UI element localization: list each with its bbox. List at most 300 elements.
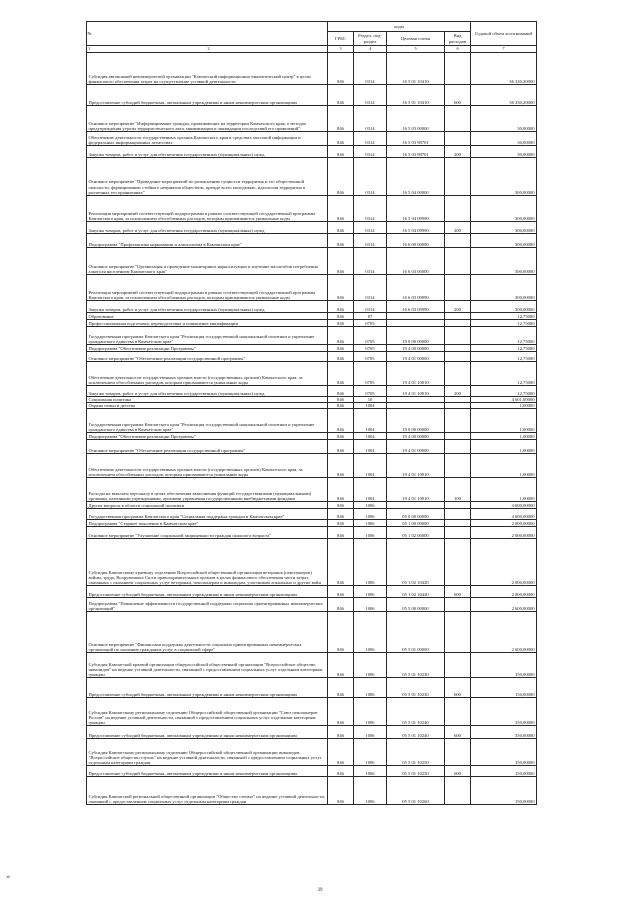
row-amount: 350,00000 — [471, 726, 537, 739]
row-target-article: 19 4 01 00000 — [387, 352, 445, 362]
row-name: Предоставление субсидий бюджетным, автономным учреждениям и иным некоммерческим организациям — [87, 678, 328, 698]
row-expense-type — [445, 409, 471, 433]
row-section: 1006 — [354, 612, 387, 653]
row-name: Предоставление субсидий бюджетным, автономным учреждениям и иным некоммерческим организациям — [87, 726, 328, 739]
row-target-article: 05 5 01 10250 — [387, 739, 445, 766]
row-section: 0314 — [354, 132, 387, 146]
row-name: Социальная политика — [87, 397, 328, 403]
row-amount: 12,75000 — [471, 327, 537, 345]
row-amount: 1,00000 — [471, 403, 537, 409]
row-amount: 12,75000 — [471, 386, 537, 397]
row-name: Реализация мероприятий соответствующей подпрограммы в рамках соответствующей государственной программы Камчатского края, за исключением обособленных расходов, которым присваиваются уникальные коды — [87, 196, 328, 222]
row-expense-type — [445, 275, 471, 301]
row-section: 0314 — [354, 222, 387, 234]
row-amount: 300,00000 — [471, 234, 537, 248]
row-expense-type — [445, 132, 471, 146]
table-row — [87, 777, 537, 805]
scan-mark: » — [6, 873, 11, 881]
row-grbs: 846 — [328, 478, 354, 502]
row-expense-type — [445, 520, 471, 527]
row-section: 0314 — [354, 85, 387, 106]
row-grbs: 846 — [328, 234, 354, 248]
row-expense-type — [445, 352, 471, 362]
row-amount: 300,00000 — [471, 196, 537, 222]
row-target-article: 19 4 01 10010 — [387, 478, 445, 502]
row-name: Государственная программа Камчатского края "Реализация государственной национальной политики и укрепление гражданского единства в Камчатском крае" — [87, 327, 328, 345]
row-target-article: 05 5 01 10230 — [387, 653, 445, 678]
row-section: 0705 — [354, 362, 387, 386]
row-expense-type — [445, 345, 471, 352]
row-target-article: 16 6 03 09990 — [387, 301, 445, 313]
table-row — [87, 698, 537, 726]
row-expense-type — [445, 53, 471, 85]
table-row — [87, 313, 537, 320]
row-expense-type — [445, 362, 471, 386]
table-row — [87, 85, 537, 106]
row-expense-type — [445, 248, 471, 275]
row-target-article: 05 5 00 00000 — [387, 598, 445, 612]
row-target-article: 05 5 01 10240 — [387, 726, 445, 739]
row-grbs: 846 — [328, 362, 354, 386]
row-grbs: 846 — [328, 327, 354, 345]
row-amount: 36 330,20000 — [471, 53, 537, 85]
table-row — [87, 502, 537, 509]
row-name: Предоставление субсидий бюджетным, автономным учреждениям и иным некоммерческим организациям — [87, 586, 328, 598]
table-row — [87, 678, 537, 698]
table-row — [87, 509, 537, 520]
row-section: 1004 — [354, 440, 387, 454]
row-expense-type — [445, 454, 471, 478]
row-section: 1006 — [354, 726, 387, 739]
row-section: 1006 — [354, 678, 387, 698]
row-section: 0705 — [354, 345, 387, 352]
row-grbs: 846 — [328, 502, 354, 509]
row-grbs: 846 — [328, 509, 354, 520]
row-section: 0314 — [354, 275, 387, 301]
row-name: Обеспечение деятельности государственных органов власти (государственных органов) Камчатского края, за исключением обособленных расходов, которым присваиваются уникальные коды — [87, 454, 328, 478]
row-name: Субсидия Камчатской краевой организации общероссийской общественной организации "Всероссийское общество инвалидов" на ведение уставной деятельности, связанной с предоставлением социальных услуг отдельным категориям граждан — [87, 653, 328, 678]
row-section: 0314 — [354, 234, 387, 248]
header-index — [87, 46, 328, 53]
row-grbs: 846 — [328, 158, 354, 196]
row-expense-type — [445, 777, 471, 805]
table-row — [87, 320, 537, 327]
table-row — [87, 440, 537, 454]
row-target-article — [387, 502, 445, 509]
row-target-article: 16 5 03 98701 — [387, 132, 445, 146]
row-section: 0705 — [354, 352, 387, 362]
row-expense-type: 200 — [445, 301, 471, 313]
row-grbs: 846 — [328, 222, 354, 234]
row-grbs: 846 — [328, 106, 354, 132]
row-name: Расходы на выплаты персоналу в целях обеспечения выполнения функций государственными (муниципальными) органами, казенными учреждениями, органами управления государственными внебюджетными фондами — [87, 478, 328, 502]
row-target-article: 05 1 02 00000 — [387, 527, 445, 539]
row-target-article: 05 5 01 10240 — [387, 698, 445, 726]
header-rz: Раздел, под-раздел — [354, 32, 387, 46]
row-name: Субсидия Камчатскому краевому отделению Всероссийской общественной организации ветеранов (пенсионеров) войны, труда, Вооруженных Сил и правоохранительных органов в целях финансового обеспечения части затрат, связанных с оказанием социальных услуг ветеранам, пенсионерам и инвалидам, участникам локальных и других войн — [87, 539, 328, 586]
row-name: Основное мероприятие "Проведение мероприятий по разъяснению сущности терроризма и его общественной опасности, формированию стойкого неприятия обществом, прежде всего молодежью, идеологии терроризма в различных его проявлениях" — [87, 158, 328, 196]
table-row — [87, 454, 537, 478]
row-name: Предоставление субсидий бюджетным, автономным учреждениям и иным некоммерческим организациям — [87, 85, 328, 106]
row-name: Подпрограмма "Обеспечение реализации Программы" — [87, 433, 328, 440]
row-expense-type — [445, 698, 471, 726]
row-name: Субсидия Камчатскому региональному отделению Общероссийской общественной организации инвалидов "Всероссийское общество глухих" на ведение уставной деятельности, связанной с предоставлением социальных услуг отдельным категориям граждан — [87, 739, 328, 766]
row-expense-type — [445, 313, 471, 320]
row-section: 0314 — [354, 53, 387, 85]
row-target-article: 16 5 04 09990 — [387, 222, 445, 234]
header-index-2: 2 — [207, 46, 210, 52]
row-name: Субсидия Камчатскому региональному отделению Общероссийской общественной организации "Союз пенсионеров России" на ведение уставной деятельности, связанной с предоставлением социальных услуг отдельным категориям граждан — [87, 698, 328, 726]
row-target-article: 19 4 01 10010 — [387, 454, 445, 478]
row-expense-type — [445, 440, 471, 454]
row-expense-type: 600 — [445, 586, 471, 598]
row-amount: 150,00000 — [471, 678, 537, 698]
row-amount: 150,00000 — [471, 777, 537, 805]
row-target-article: 19 4 00 00000 — [387, 433, 445, 440]
row-section: 0314 — [354, 196, 387, 222]
header-index-6: 6 — [445, 46, 471, 53]
row-section: 1006 — [354, 527, 387, 539]
row-target-article: 16 5 04 00000 — [387, 158, 445, 196]
row-amount: 2 000,00000 — [471, 586, 537, 598]
row-name: Закупка товаров, работ и услуг для обеспечения государственных (муниципальных) нужд — [87, 146, 328, 158]
row-amount: 12,75000 — [471, 313, 537, 320]
header-num: № — [87, 30, 92, 36]
row-section: 1006 — [354, 520, 387, 527]
row-amount: 2 000,00000 — [471, 520, 537, 527]
header-codes: коды — [328, 22, 471, 32]
row-target-article — [387, 320, 445, 327]
row-expense-type: 200 — [445, 222, 471, 234]
row-amount: 150,00000 — [471, 739, 537, 766]
header-index-3: 3 — [328, 46, 354, 53]
row-expense-type — [445, 327, 471, 345]
row-grbs: 846 — [328, 698, 354, 726]
row-section: 0314 — [354, 106, 387, 132]
table-row — [87, 158, 537, 196]
row-grbs: 846 — [328, 248, 354, 275]
row-target-article: 05 5 01 00000 — [387, 612, 445, 653]
table-row — [87, 345, 537, 352]
row-name: Предоставление субсидий бюджетным, автономным учреждениям и иным некоммерческим организациям — [87, 766, 328, 777]
row-grbs: 846 — [328, 539, 354, 586]
row-target-article: 19 0 00 00000 — [387, 409, 445, 433]
table-row — [87, 106, 537, 132]
row-section: 0314 — [354, 248, 387, 275]
row-amount: 2 000,00000 — [471, 527, 537, 539]
row-section: 0705 — [354, 320, 387, 327]
row-name: Подпрограмма "Профилактика наркомании и алкоголизма в Камчатском крае" — [87, 234, 328, 248]
table-row — [87, 386, 537, 397]
row-amount: 300,00000 — [471, 275, 537, 301]
row-target-article — [387, 313, 445, 320]
row-target-article: 05 1 00 00000 — [387, 520, 445, 527]
row-grbs: 846 — [328, 146, 354, 158]
row-grbs: 846 — [328, 409, 354, 433]
row-grbs: 846 — [328, 739, 354, 766]
table-row — [87, 527, 537, 539]
row-name: Основное мероприятие "Организация и проведение мониторинга наркоситуации и изучение масштабов потребления алкоголя населением Камчатского края" — [87, 248, 328, 275]
header-grbs: ГРБС — [328, 32, 354, 46]
row-amount: 36 330,20000 — [471, 85, 537, 106]
row-name: Подпрограмма "Старшее поколение в Камчатском крае" — [87, 520, 328, 527]
row-name: Закупка товаров, работ и услуг для обеспечения государственных (муниципальных) нужд — [87, 386, 328, 397]
row-name: Основное мероприятие "Информирование граждан, проживающих на территории Камчатского края, о методах предупреждения угрозы террористического акта, минимизации и ликвидации последствий его проявлений" — [87, 106, 328, 132]
table-row — [87, 53, 537, 85]
row-name: Образование — [87, 313, 328, 320]
table-row — [87, 653, 537, 678]
row-section: 1006 — [354, 586, 387, 598]
table-row — [87, 362, 537, 386]
row-amount: 4 600,00000 — [471, 502, 537, 509]
row-name: Другие вопросы в области социальной политики — [87, 502, 328, 509]
row-grbs: 846 — [328, 403, 354, 409]
header-index-4: 4 — [354, 46, 387, 53]
table-header — [87, 22, 537, 53]
table-row — [87, 612, 537, 653]
row-name: Основное мероприятие "Финансовая поддержка деятельности социально ориентированных некоммерческих организаций по оказанию гражданам услуг в социальной сфере" — [87, 612, 328, 653]
row-grbs: 846 — [328, 678, 354, 698]
table-row — [87, 234, 537, 248]
table-row — [87, 598, 537, 612]
row-expense-type — [445, 433, 471, 440]
row-grbs: 846 — [328, 301, 354, 313]
row-target-article: 19 4 00 00000 — [387, 345, 445, 352]
row-grbs: 846 — [328, 766, 354, 777]
row-target-article: 16 5 01 10410 — [387, 53, 445, 85]
row-grbs: 846 — [328, 726, 354, 739]
row-target-article: 16 5 03 00000 — [387, 106, 445, 132]
row-expense-type: 600 — [445, 678, 471, 698]
row-section: 1004 — [354, 454, 387, 478]
row-target-article: 19 4 01 10010 — [387, 362, 445, 386]
table-row — [87, 539, 537, 586]
row-name: Закупка товаров, работ и услуг для обеспечения государственных (муниципальных) нужд — [87, 222, 328, 234]
row-grbs: 846 — [328, 527, 354, 539]
row-expense-type: 600 — [445, 766, 471, 777]
row-target-article: 16 5 01 10410 — [387, 85, 445, 106]
table-row — [87, 478, 537, 502]
row-grbs: 846 — [328, 397, 354, 403]
budget-table — [86, 21, 537, 805]
row-expense-type: 600 — [445, 85, 471, 106]
row-amount: 1,00000 — [471, 409, 537, 433]
row-grbs: 846 — [328, 53, 354, 85]
row-amount: 30,00000 — [471, 106, 537, 132]
row-target-article: 05 1 02 10420 — [387, 539, 445, 586]
row-section: 1006 — [354, 539, 387, 586]
row-grbs: 846 — [328, 313, 354, 320]
row-grbs: 846 — [328, 345, 354, 352]
row-expense-type: 200 — [445, 146, 471, 158]
row-section: 1004 — [354, 478, 387, 502]
row-section: 0314 — [354, 146, 387, 158]
table-row — [87, 301, 537, 313]
row-amount: 2 600,00000 — [471, 612, 537, 653]
header-sum: Годовой объем ассигнований — [471, 22, 537, 46]
row-grbs: 846 — [328, 196, 354, 222]
row-name: Подпрограмма "Повышение эффективности государственной поддержки социально ориентированных некоммерческих организаций" — [87, 598, 328, 612]
row-target-article: 05 1 02 10420 — [387, 586, 445, 598]
row-amount: 4 601,00000 — [471, 397, 537, 403]
table-row — [87, 433, 537, 440]
row-amount: 150,00000 — [471, 653, 537, 678]
row-name: Профессиональная подготовка, переподготовка и повышение квалификации — [87, 320, 328, 327]
row-name: Основное мероприятие "Обеспечение реализации государственной программы" — [87, 352, 328, 362]
row-expense-type — [445, 598, 471, 612]
table-row — [87, 222, 537, 234]
row-name: Реализация мероприятий соответствующей подпрограммы в рамках соответствующей государственной программы Камчатского края, за исключением обособленных расходов, которым присваиваются уникальные коды — [87, 275, 328, 301]
row-target-article: 05 0 00 00000 — [387, 509, 445, 520]
row-amount: 30,00000 — [471, 132, 537, 146]
row-grbs: 846 — [328, 85, 354, 106]
row-expense-type — [445, 612, 471, 653]
row-expense-type — [445, 739, 471, 766]
row-amount: 4 600,00000 — [471, 509, 537, 520]
row-grbs: 846 — [328, 520, 354, 527]
row-target-article: 05 5 01 10230 — [387, 678, 445, 698]
row-amount: 300,00000 — [471, 301, 537, 313]
row-grbs: 846 — [328, 598, 354, 612]
row-section: 1006 — [354, 598, 387, 612]
row-grbs: 846 — [328, 586, 354, 598]
row-grbs: 846 — [328, 386, 354, 397]
row-grbs: 846 — [328, 433, 354, 440]
row-amount: 30,00000 — [471, 146, 537, 158]
row-name: Основное мероприятие "Обеспечение реализации государственной программы" — [87, 440, 328, 454]
row-amount: 300,00000 — [471, 222, 537, 234]
row-expense-type — [445, 234, 471, 248]
row-target-article: 16 5 03 98701 — [387, 146, 445, 158]
row-amount: 350,00000 — [471, 698, 537, 726]
row-section: 1006 — [354, 509, 387, 520]
table-row — [87, 327, 537, 345]
row-expense-type: 200 — [445, 386, 471, 397]
table-row — [87, 409, 537, 433]
table-row — [87, 766, 537, 777]
row-section: 1004 — [354, 409, 387, 433]
row-expense-type — [445, 196, 471, 222]
row-expense-type — [445, 527, 471, 539]
row-section: 0705 — [354, 386, 387, 397]
header-index-5: 5 — [387, 46, 445, 53]
row-amount: 12,75000 — [471, 320, 537, 327]
header-index-7: 7 — [471, 46, 537, 53]
table-row — [87, 132, 537, 146]
row-expense-type: 100 — [445, 478, 471, 502]
row-expense-type — [445, 539, 471, 586]
header-cs: Целевая статья — [387, 32, 445, 46]
row-name: Обеспечение деятельности государственных органов Камчатского края в средствах массовой информации и федеральных информационных агентствах — [87, 132, 328, 146]
row-target-article: 16 5 04 09990 — [387, 196, 445, 222]
row-grbs: 846 — [328, 612, 354, 653]
row-amount: 150,00000 — [471, 766, 537, 777]
table-row — [87, 146, 537, 158]
row-target-article: 19 4 01 00000 — [387, 440, 445, 454]
row-name: Государственная программа Камчатского края "Реализация государственной национальной политики и укрепление гражданского единства в Камчатском крае" — [87, 409, 328, 433]
row-section: 1006 — [354, 698, 387, 726]
row-expense-type — [445, 509, 471, 520]
row-expense-type — [445, 502, 471, 509]
row-target-article: 16 6 00 00000 — [387, 234, 445, 248]
table-row — [87, 726, 537, 739]
row-grbs: 846 — [328, 454, 354, 478]
row-name: Закупка товаров, работ и услуг для обеспечения государственных (муниципальных) нужд — [87, 301, 328, 313]
row-amount: 12,75000 — [471, 352, 537, 362]
table-row — [87, 739, 537, 766]
row-amount: 1,00000 — [471, 454, 537, 478]
row-grbs: 846 — [328, 777, 354, 805]
page-number: 39 — [317, 888, 323, 893]
header-name-cell — [87, 22, 328, 46]
row-amount: 1,00000 — [471, 433, 537, 440]
row-grbs: 846 — [328, 132, 354, 146]
row-grbs: 846 — [328, 352, 354, 362]
row-amount: 2 600,00000 — [471, 598, 537, 612]
row-section: 1006 — [354, 739, 387, 766]
row-name: Основное мероприятие "Улучшение социальной защищенности граждан пожилого возраста" — [87, 527, 328, 539]
row-expense-type — [445, 653, 471, 678]
row-target-article: 19 0 00 00000 — [387, 327, 445, 345]
row-amount: 2 000,00000 — [471, 539, 537, 586]
row-amount: 1,00000 — [471, 478, 537, 502]
row-section: 0314 — [354, 301, 387, 313]
row-grbs: 846 — [328, 320, 354, 327]
row-name: Обеспечение деятельности государственных органов власти (государственных органов) Камчатского края, за исключением обособленных расходов, которым присваиваются уникальные коды — [87, 362, 328, 386]
row-section: 1006 — [354, 777, 387, 805]
row-section: 0705 — [354, 327, 387, 345]
table-body — [87, 53, 537, 805]
row-target-article: 05 5 01 10260 — [387, 777, 445, 805]
table-row — [87, 196, 537, 222]
row-amount: 12,75000 — [471, 362, 537, 386]
row-section: 1006 — [354, 502, 387, 509]
row-section: 0314 — [354, 158, 387, 196]
row-amount: 300,00000 — [471, 158, 537, 196]
row-amount: 12,75000 — [471, 345, 537, 352]
row-name: Субсидия Камчатской региональной общественной организации "Общество слепых" на ведение уставной деятельности, связанной с предоставлением социальных услуг отдельным категориям граждан — [87, 777, 328, 805]
row-expense-type — [445, 106, 471, 132]
row-name: Подпрограмма "Обеспечение реализации Программы" — [87, 345, 328, 352]
row-expense-type: 600 — [445, 726, 471, 739]
row-grbs: 846 — [328, 275, 354, 301]
row-target-article: 16 6 03 09990 — [387, 275, 445, 301]
row-name: Охрана семьи и детства — [87, 403, 328, 409]
row-section: 1004 — [354, 403, 387, 409]
row-section: 1006 — [354, 766, 387, 777]
header-index-1: 1 — [88, 46, 91, 52]
row-expense-type — [445, 320, 471, 327]
row-section: 07 — [354, 313, 387, 320]
table-row — [87, 352, 537, 362]
row-target-article: 05 5 01 10250 — [387, 766, 445, 777]
header-vr: Вид расходов — [445, 32, 471, 46]
row-target-article: 19 4 01 10010 — [387, 386, 445, 397]
row-section: 1006 — [354, 653, 387, 678]
row-amount: 1,00000 — [471, 440, 537, 454]
table-row — [87, 520, 537, 527]
table-row — [87, 275, 537, 301]
table-row — [87, 586, 537, 598]
row-expense-type — [445, 158, 471, 196]
row-grbs: 846 — [328, 440, 354, 454]
row-section: 1004 — [354, 433, 387, 440]
row-section: 10 — [354, 397, 387, 403]
row-name: Субсидия автономной некоммерческой организации "Камчатский информационно-аналитический центр" в целях финансового обеспечения затрат на осуществление уставной деятельности — [87, 53, 328, 85]
row-name: Государственная программа Камчатского края "Социальная поддержка граждан в Камчатском крае" — [87, 509, 328, 520]
row-target-article: 16 6 03 00000 — [387, 248, 445, 275]
row-grbs: 846 — [328, 653, 354, 678]
